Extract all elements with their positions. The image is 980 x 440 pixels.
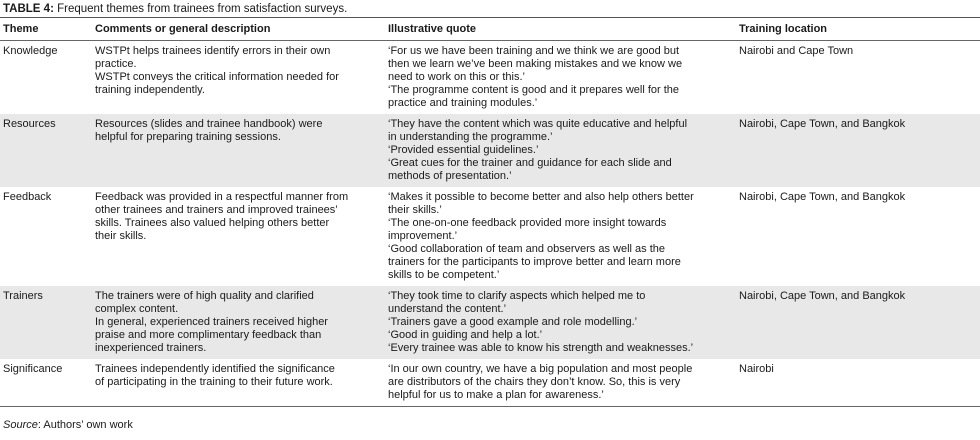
quote-line: ‘For us we have been training and we think we are good but [388, 45, 680, 57]
description-line: In general, experienced trainers received higher [95, 316, 328, 328]
description-line: Resources (slides and trainee handbook) were [95, 118, 323, 130]
description-line: helpful for preparing training sessions. [95, 131, 281, 143]
themes-table [0, 20, 980, 407]
cell-location: Nairobi, Cape Town, and Bangkok [739, 191, 906, 203]
header-location: Training location [736, 20, 980, 41]
cell-description [92, 286, 385, 359]
quote-line: their skills.’ [388, 204, 442, 216]
cell-quote [385, 359, 736, 407]
quote-line: understand the content.’ [388, 303, 507, 315]
quote-line: skills to be competent.’ [388, 269, 500, 281]
quote-line: ‘Makes it possible to become better and also help others better [388, 191, 694, 203]
quote-line: ‘The one-on-one feedback provided more insight towards [388, 217, 667, 229]
table-source-note [3, 419, 133, 432]
quote-line: ‘Good in guiding and help a lot.’ [388, 329, 543, 341]
header-theme: Theme [0, 20, 92, 41]
description-line: Trainees independently identified the significance [95, 363, 335, 375]
quote-line: ‘In our own country, we have a big population and most people [388, 363, 693, 375]
cell-theme: Significance [0, 359, 92, 407]
table-caption-label: TABLE 4: [3, 3, 54, 15]
cell-location: Nairobi [736, 359, 980, 407]
header-description: Comments or general description [92, 20, 385, 41]
quote-line: need to work on this or this.’ [388, 71, 525, 83]
table-row [0, 41, 980, 115]
quote-line: ‘Every trainee was able to know his strength and weaknesses.’ [388, 342, 694, 354]
source-text: : Authors’ own work [37, 419, 133, 431]
quote-line: ‘Great cues for the trainer and guidance for each slide and [388, 157, 672, 169]
quote-line: ‘They took time to clarify aspects which helped me to [388, 290, 646, 302]
description-line: inexperienced trainers. [95, 342, 207, 354]
quote-line: then we learn we’ve been making mistakes and we know we [388, 58, 683, 70]
cell-quote [385, 187, 736, 286]
cell-description [92, 114, 385, 187]
header-quote: Illustrative quote [385, 20, 736, 41]
description-line: practice. [95, 58, 137, 70]
cell-quote [385, 114, 736, 187]
description-line: praise and more complimentary feedback than [95, 329, 322, 341]
cell-theme: Resources [0, 114, 92, 187]
description-line: WSTPt helps trainees identify errors in their own [95, 45, 331, 57]
quote-line: in understanding the programme.’ [388, 131, 553, 143]
table-body [0, 41, 980, 407]
cell-theme: Feedback [3, 191, 52, 203]
cell-location: Nairobi, Cape Town, and Bangkok [736, 286, 980, 359]
table-row [0, 359, 980, 407]
description-line: Feedback was provided in a respectful manner from [95, 191, 349, 203]
description-line: complex content. [95, 303, 179, 315]
table-caption-text: Frequent themes from trainees from satisfaction surveys. [57, 3, 348, 15]
quote-line: helpful for us to make a plan for awareness.’ [388, 389, 604, 401]
source-label: Source [3, 419, 38, 431]
quote-line: ‘Trainers gave a good example and role modelling.’ [388, 316, 638, 328]
cell-location: Nairobi, Cape Town, and Bangkok [736, 114, 980, 187]
quote-line: trainers for the participants to improve better and learn more [388, 256, 681, 268]
cell-quote [385, 41, 736, 115]
cell-location: Nairobi and Cape Town [739, 45, 854, 57]
quote-line: methods of presentation.’ [388, 170, 512, 182]
cell-description [92, 41, 385, 115]
description-line: other trainees and trainers and improved trainees’ [95, 204, 338, 216]
cell-quote [385, 286, 736, 359]
quote-line: practice and training modules.’ [388, 97, 538, 109]
cell-theme: Knowledge [3, 45, 58, 57]
table-row [0, 114, 980, 187]
description-line: of participating in the training to their future work. [95, 376, 333, 388]
quote-line: ‘They have the content which was quite educative and helpful [388, 118, 688, 130]
description-line: The trainers were of high quality and clarified [95, 290, 314, 302]
table-header-row [0, 20, 980, 41]
table-top-rule [0, 17, 980, 18]
description-line: skills. Trainees also valued helping others better [95, 217, 330, 229]
cell-theme: Trainers [0, 286, 92, 359]
table-caption [3, 2, 347, 16]
cell-description [92, 359, 385, 407]
quote-line: ‘The programme content is good and it prepares well for the [388, 84, 680, 96]
description-line: their skills. [95, 230, 147, 242]
cell-description [92, 187, 385, 286]
quote-line: ‘Good collaboration of team and observers as well as the [388, 243, 665, 255]
quote-line: ‘Provided essential guidelines.’ [388, 144, 539, 156]
quote-line: improvement.’ [388, 230, 458, 242]
description-line: training independently. [95, 84, 205, 96]
table-row [0, 187, 980, 286]
table-row [0, 286, 980, 359]
quote-line: are distributors of the chairs they don’t know. So, this is very [388, 376, 681, 388]
description-line: WSTPt conveys the critical information needed for [95, 71, 339, 83]
